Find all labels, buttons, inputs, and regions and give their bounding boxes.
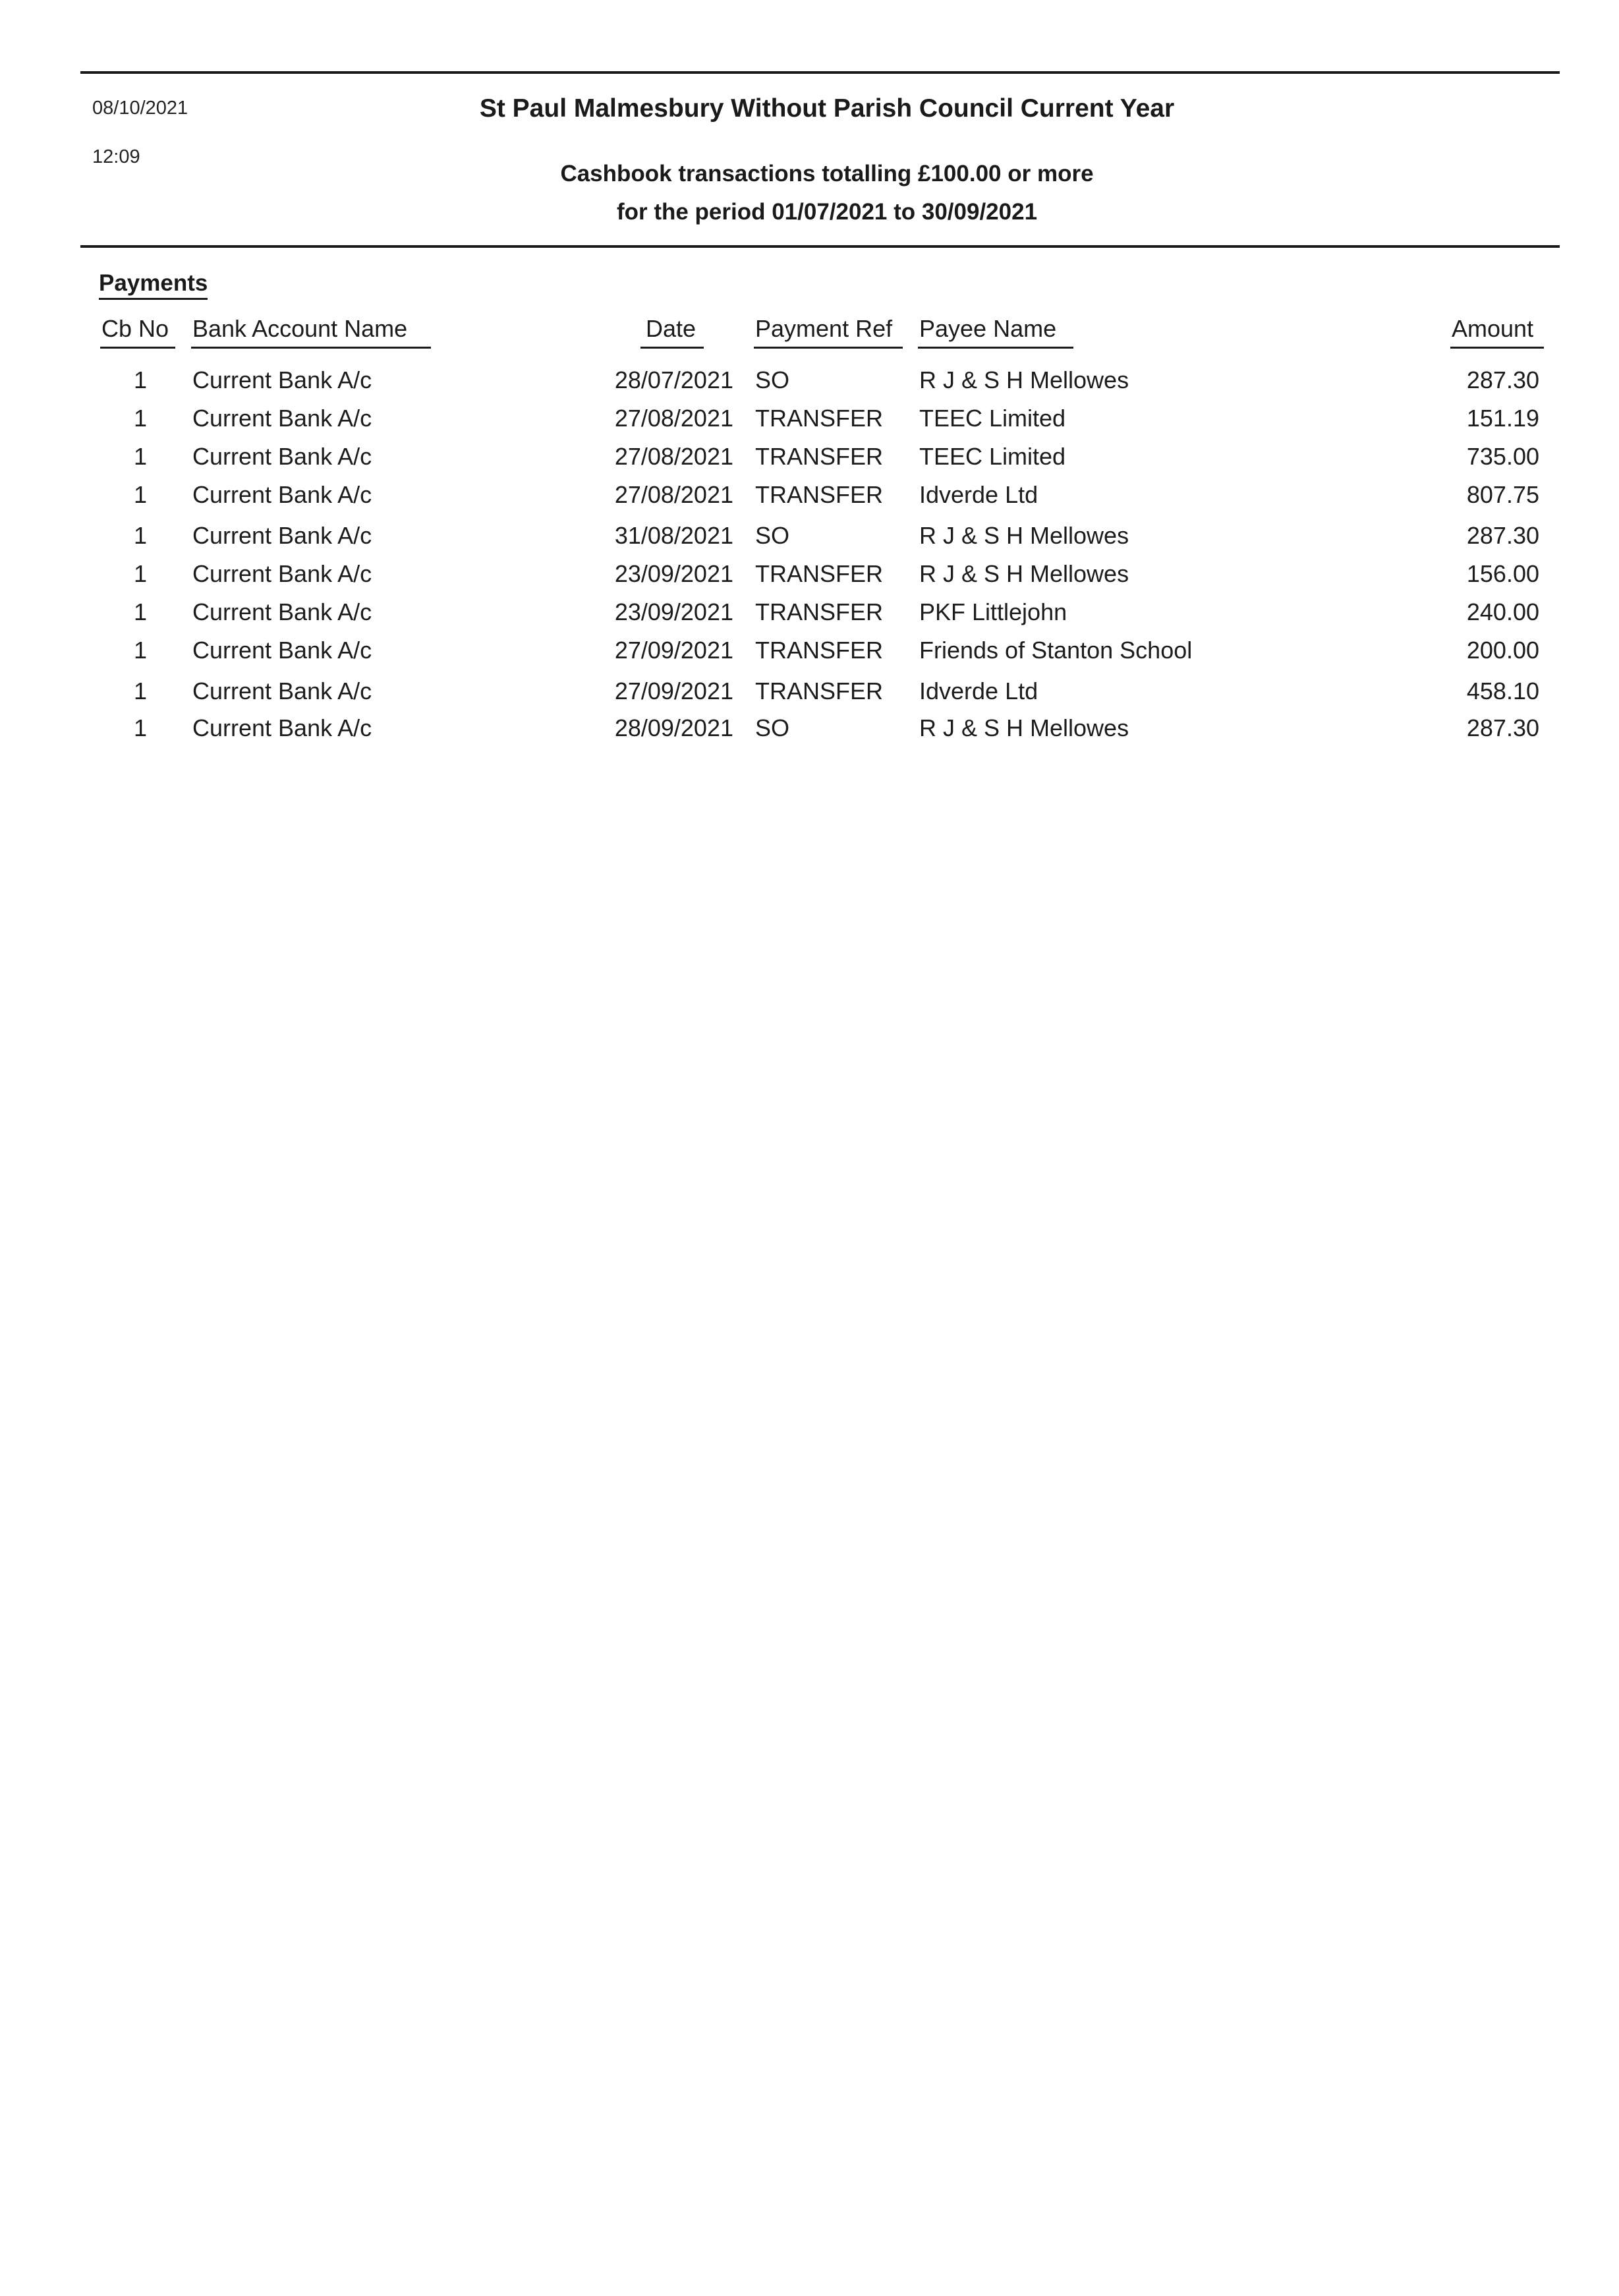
cell-bank-account: Current Bank A/c <box>192 443 372 470</box>
cell-payment-ref: SO <box>755 522 790 549</box>
table-row <box>0 443 1619 476</box>
cell-payee: TEEC Limited <box>919 443 1066 470</box>
cell-payee: Idverde Ltd <box>919 677 1038 704</box>
cell-payment-ref: TRANSFER <box>755 598 884 625</box>
top-rule <box>80 71 1560 74</box>
section-title-payments: Payments <box>99 270 208 300</box>
cell-cb-no: 1 <box>133 714 148 741</box>
column-underline-payment-ref <box>754 347 903 349</box>
cell-date: 23/09/2021 <box>614 560 733 587</box>
cell-bank-account: Current Bank A/c <box>192 560 372 587</box>
cell-payee: R J & S H Mellowes <box>919 522 1129 549</box>
cell-bank-account: Current Bank A/c <box>192 522 372 549</box>
cell-amount: 156.00 <box>1466 560 1539 587</box>
cell-bank-account: Current Bank A/c <box>192 366 372 393</box>
print-time: 12:09 <box>92 146 140 167</box>
column-underline-date <box>640 347 704 349</box>
report-title: St Paul Malmesbury Without Parish Council Current Year <box>479 94 1175 123</box>
table-row <box>0 714 1619 747</box>
table-row <box>0 677 1619 710</box>
table-row <box>0 637 1619 670</box>
cell-payment-ref: SO <box>755 366 790 393</box>
cell-amount: 807.75 <box>1466 481 1539 508</box>
cell-payment-ref: TRANSFER <box>755 677 884 704</box>
cell-payment-ref: SO <box>755 714 790 741</box>
column-header-payment-ref: Payment Ref <box>755 315 893 342</box>
cell-bank-account: Current Bank A/c <box>192 677 372 704</box>
cell-payee: R J & S H Mellowes <box>919 560 1129 587</box>
cell-cb-no: 1 <box>133 522 148 549</box>
cell-date: 27/08/2021 <box>614 405 733 432</box>
column-underline-bank-account <box>191 347 431 349</box>
table-row <box>0 481 1619 514</box>
cell-date: 27/09/2021 <box>614 677 733 704</box>
cell-cb-no: 1 <box>133 443 148 470</box>
cell-cb-no: 1 <box>133 637 148 664</box>
cell-payee: TEEC Limited <box>919 405 1066 432</box>
cell-bank-account: Current Bank A/c <box>192 405 372 432</box>
cell-payee: R J & S H Mellowes <box>919 714 1129 741</box>
header-bottom-rule <box>80 245 1560 248</box>
column-header-amount: Amount <box>1452 315 1534 342</box>
cell-amount: 735.00 <box>1466 443 1539 470</box>
cell-date: 27/08/2021 <box>614 443 733 470</box>
column-header-payee: Payee Name <box>919 315 1057 342</box>
cell-payment-ref: TRANSFER <box>755 481 884 508</box>
report-period: for the period 01/07/2021 to 30/09/2021 <box>616 199 1038 225</box>
cell-payment-ref: TRANSFER <box>755 560 884 587</box>
column-header-bank-account: Bank Account Name <box>192 315 408 342</box>
cell-date: 23/09/2021 <box>614 598 733 625</box>
cell-amount: 151.19 <box>1466 405 1539 432</box>
cell-cb-no: 1 <box>133 481 148 508</box>
table-row <box>0 366 1619 399</box>
cell-amount: 458.10 <box>1466 677 1539 704</box>
column-underline-cb-no <box>100 347 175 349</box>
cell-cb-no: 1 <box>133 405 148 432</box>
cell-payment-ref: TRANSFER <box>755 443 884 470</box>
cell-cb-no: 1 <box>133 560 148 587</box>
cell-cb-no: 1 <box>133 598 148 625</box>
table-row <box>0 405 1619 438</box>
cell-bank-account: Current Bank A/c <box>192 714 372 741</box>
cell-cb-no: 1 <box>133 366 148 393</box>
cell-bank-account: Current Bank A/c <box>192 637 372 664</box>
print-date: 08/10/2021 <box>92 98 188 119</box>
cell-amount: 287.30 <box>1466 366 1539 393</box>
cell-amount: 287.30 <box>1466 714 1539 741</box>
column-header-cb-no: Cb No <box>101 315 169 342</box>
cell-amount: 240.00 <box>1466 598 1539 625</box>
cell-date: 31/08/2021 <box>614 522 733 549</box>
cell-payment-ref: TRANSFER <box>755 637 884 664</box>
cell-payee: PKF Littlejohn <box>919 598 1067 625</box>
cell-date: 27/09/2021 <box>614 637 733 664</box>
cell-date: 28/07/2021 <box>614 366 733 393</box>
cell-payee: Idverde Ltd <box>919 481 1038 508</box>
table-row <box>0 522 1619 555</box>
cell-payee: R J & S H Mellowes <box>919 366 1129 393</box>
cell-cb-no: 1 <box>133 677 148 704</box>
table-row <box>0 598 1619 631</box>
cell-date: 27/08/2021 <box>614 481 733 508</box>
column-underline-payee <box>918 347 1073 349</box>
cell-amount: 287.30 <box>1466 522 1539 549</box>
cell-amount: 200.00 <box>1466 637 1539 664</box>
cell-bank-account: Current Bank A/c <box>192 598 372 625</box>
cell-payment-ref: TRANSFER <box>755 405 884 432</box>
report-subtitle: Cashbook transactions totalling £100.00 or more <box>560 161 1094 187</box>
column-header-date: Date <box>646 315 696 342</box>
cell-bank-account: Current Bank A/c <box>192 481 372 508</box>
table-row <box>0 560 1619 593</box>
cell-date: 28/09/2021 <box>614 714 733 741</box>
cell-payee: Friends of Stanton School <box>919 637 1193 664</box>
column-underline-amount <box>1450 347 1544 349</box>
